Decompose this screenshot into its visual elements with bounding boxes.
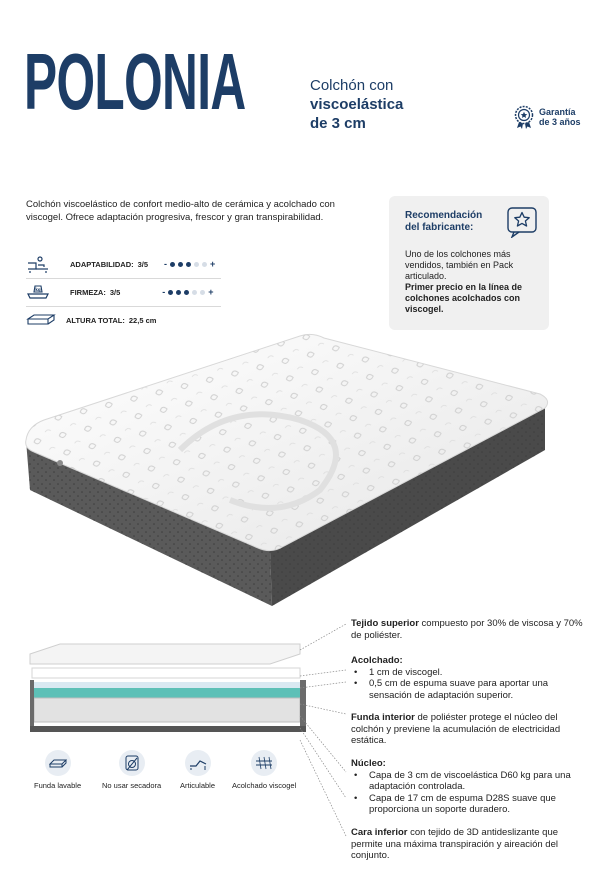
care-item-articulated — [180, 750, 215, 790]
spec-inner-cover-title: Funda interior — [351, 712, 415, 723]
care-item-no-dryer — [102, 750, 161, 790]
feature-firmness — [26, 282, 256, 302]
subtitle-line-1: Colchón con — [310, 77, 394, 94]
firmness-label: FIRMEZA: — [70, 287, 106, 297]
care-label: Articulable — [180, 781, 216, 790]
scale-dot — [200, 290, 205, 295]
svg-text:kg: kg — [35, 287, 41, 292]
guarantee-line-1: Garantía — [539, 107, 576, 117]
care-label: No usar secadora — [102, 781, 162, 790]
medal-icon — [513, 105, 535, 129]
scale-plus: + — [210, 259, 216, 269]
scale-plus: + — [208, 287, 214, 297]
intro-text: Colchón viscoelástico de confort medio-alto de cerámica y acolchado con viscogel. Ofrece adaptación progresiva, frescor y gran transpirabilidad. — [26, 199, 335, 223]
spec-padding-list — [351, 667, 586, 702]
scale-dot — [168, 290, 173, 295]
adaptability-value: 3/5 — [137, 259, 149, 269]
scale-dot — [186, 262, 191, 267]
scale-minus: - — [162, 287, 166, 297]
spec-padding — [351, 655, 586, 701]
height-icon — [26, 311, 56, 329]
scale-dot — [176, 290, 181, 295]
spec-bottom-title: Cara inferior — [351, 827, 408, 838]
adaptability-label: ADAPTABILIDAD: — [70, 259, 134, 269]
recommendation-title: Recomendación del fabricante: — [405, 210, 483, 233]
scale-minus: - — [164, 259, 168, 269]
recommendation-panel — [389, 196, 549, 330]
care-item-viscogel — [232, 750, 296, 790]
recommendation-highlight: Primer precio en la línea de colchones acolchados con viscogel. — [405, 282, 523, 314]
spec-top-fabric — [351, 618, 586, 641]
no-dryer-icon — [119, 750, 145, 776]
guarantee-badge — [513, 105, 581, 129]
spec-inner-cover-text: de poliéster protege el núcleo del colchón y previene la acumulación de electricidad estática. — [351, 712, 561, 746]
feature-adaptability — [26, 254, 256, 274]
feature-height — [26, 310, 256, 330]
spec-top-fabric-title: Tejido superior — [351, 618, 419, 629]
scale-dot — [170, 262, 175, 267]
firmness-scale — [162, 287, 213, 297]
care-item-washable — [34, 750, 81, 790]
feature-divider — [26, 306, 221, 307]
product-title: POLONIA — [24, 37, 246, 126]
adaptability-scale — [164, 259, 215, 269]
list-item: • 0,5 cm de espuma suave para aportar una sensación de adaptación superior. — [351, 678, 586, 701]
spec-inner-cover — [351, 712, 586, 747]
list-item: • Capa de 17 cm de espuma D28S suave que proporciona un soporte duradero. — [351, 793, 586, 816]
spec-bottom — [351, 827, 586, 862]
recommendation-text: Uno de los colchones más vendidos, también en Pack articulado. — [405, 249, 514, 281]
list-item: • Capa de 3 cm de viscoelástica D60 kg para una adaptación controlada. — [351, 770, 586, 793]
scale-dot — [178, 262, 183, 267]
care-label: Acolchado viscogel — [232, 781, 297, 790]
subtitle-line-3: de 3 cm — [310, 115, 366, 132]
firmness-icon — [26, 283, 56, 301]
list-item: • 1 cm de viscogel. — [351, 667, 586, 679]
adaptability-icon — [26, 255, 56, 273]
spec-core — [351, 758, 586, 816]
scale-dot — [202, 262, 207, 267]
firmness-value: 3/5 — [109, 287, 121, 297]
mattress-image — [0, 330, 600, 610]
scale-dot — [184, 290, 189, 295]
viscogel-icon — [251, 750, 277, 776]
subtitle-line-2: viscoelástica — [310, 96, 404, 113]
height-value: 22,5 cm — [128, 315, 157, 325]
care-label: Funda lavable — [34, 781, 82, 790]
feature-divider — [26, 278, 221, 279]
spec-core-list — [351, 770, 586, 816]
height-label: ALTURA TOTAL: — [66, 315, 125, 325]
spec-top-fabric-text: compuesto por 30% de viscosa y 70% de poliéster. — [351, 618, 583, 641]
articulated-bed-icon — [185, 750, 211, 776]
spec-padding-title: Acolchado: — [351, 655, 403, 666]
guarantee-line-2: de 3 años — [539, 117, 581, 127]
scale-dot — [194, 262, 199, 267]
recommendation-body — [405, 249, 545, 315]
product-subtitle — [310, 76, 403, 133]
spec-bottom-text: con tejido de 3D antideslizante que permite una máxima transpiración y aireación del conjunto. — [351, 827, 559, 861]
star-icon — [506, 206, 538, 238]
scale-dot — [192, 290, 197, 295]
spec-core-title: Núcleo: — [351, 758, 386, 769]
washable-cover-icon — [45, 750, 71, 776]
